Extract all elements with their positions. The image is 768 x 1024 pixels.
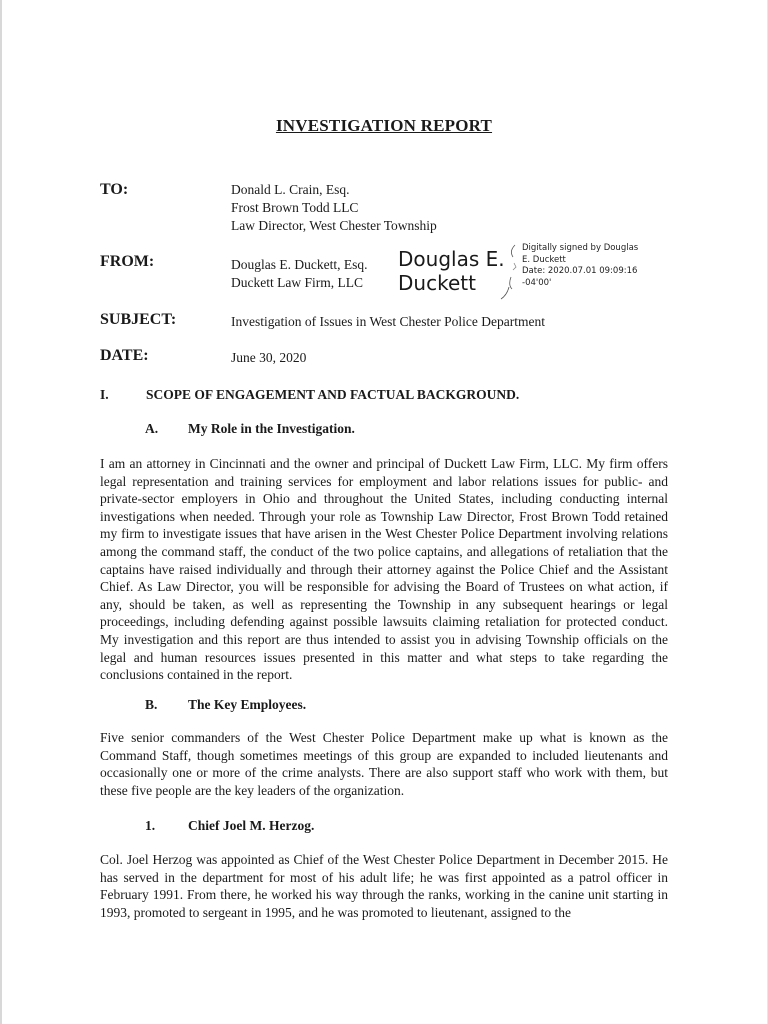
subsection-number: A.	[145, 421, 159, 436]
page-edge	[0, 0, 2, 1024]
digital-signature-details	[522, 243, 638, 289]
subsection-heading	[145, 697, 306, 713]
date-value	[231, 349, 306, 367]
subsection-title: Chief Joel M. Herzog.	[188, 818, 315, 833]
signature-stroke-icon	[495, 243, 521, 303]
subject-text: Investigation of Issues in West Chester Police Department	[231, 314, 545, 329]
signature-name-line: Duckett	[398, 271, 476, 295]
page-title: INVESTIGATION REPORT	[275, 116, 493, 135]
to-line: Frost Brown Todd LLC	[231, 200, 359, 215]
to-recipient	[231, 181, 437, 235]
subject-label: SUBJECT:	[100, 311, 177, 328]
subsection-heading	[145, 818, 314, 834]
section-title: SCOPE OF ENGAGEMENT AND FACTUAL BACKGROUND.	[146, 387, 520, 402]
signature-meta-line: E. Duckett	[522, 254, 566, 265]
section-heading	[100, 387, 519, 403]
signature-meta-line: -04'00'	[522, 277, 552, 288]
digital-signature-name	[398, 247, 505, 295]
date-text: June 30, 2020	[231, 350, 307, 365]
subsection-number: B.	[145, 697, 158, 712]
subsection-title: My Role in the Investigation.	[188, 421, 355, 436]
body-paragraph: Five senior commanders of the West Chester Police Department make up what is known as the Command Staff, though sometimes meetings of this group are expanded to included lieutenants and occasionally one or more of the crime analysts. There are also support staff who work with them, but these five people are the key leaders of the organization.	[100, 730, 668, 798]
signature-meta-line: Digitally signed by Douglas	[522, 243, 639, 253]
subject-value	[231, 313, 545, 331]
subsection-title: The Key Employees.	[188, 697, 307, 712]
signature-meta-line: Date: 2020.07.01 09:09:16	[522, 266, 638, 276]
from-line: Douglas E. Duckett, Esq.	[231, 257, 368, 272]
from-sender	[231, 256, 367, 292]
from-line: Duckett Law Firm, LLC	[231, 275, 363, 290]
date-label: DATE:	[100, 347, 149, 364]
body-paragraph: I am an attorney in Cincinnati and the owner and principal of Duckett Law Firm, LLC. My firm offers legal representation and training services for employment and labor relations issues for public- and private-sector employers in Ohio and throughout the United States, including conducting internal investigations when needed. Through your role as Township Law Director, Frost Brown Todd retained my firm to investigate issues that have arisen in the West Chester Police Department involving relations among the command staff, the conduct of the two police captains, and allegations of retaliation that the captains have raised individually and through their attorney against the Police Chief and the Assistant Chief. As Law Director, you will be responsible for advising the Board of Trustees on what action, if any, should be taken, as well as representing the Township in any subsequent hearings or legal proceedings, including defending against possible lawsuits claiming retaliation for protected conduct. My investigation and this report are thus intended to assist you in advising Township officials on the legal and human resources issues presented in this matter and what steps to take regarding the conclusions contained in the report.	[100, 456, 668, 683]
section-number: I.	[100, 387, 109, 402]
body-paragraph: Col. Joel Herzog was appointed as Chief of the West Chester Police Department in December 2015. He has served in the department for most of his adult life; he was first appointed as a patrol officer in February 1991. From there, he worked his way through the ranks, working in the canine unit starting in 1993, promoted to sergeant in 1995, and he was promoted to lieutenant, assigned to the	[100, 852, 668, 920]
to-line: Donald L. Crain, Esq.	[231, 182, 350, 197]
to-label: TO:	[100, 181, 129, 198]
subsection-heading	[145, 421, 355, 437]
signature-name-line: Douglas E.	[398, 247, 505, 271]
to-line: Law Director, West Chester Township	[231, 218, 437, 233]
subsection-number: 1.	[145, 818, 156, 833]
from-label: FROM:	[100, 253, 155, 270]
